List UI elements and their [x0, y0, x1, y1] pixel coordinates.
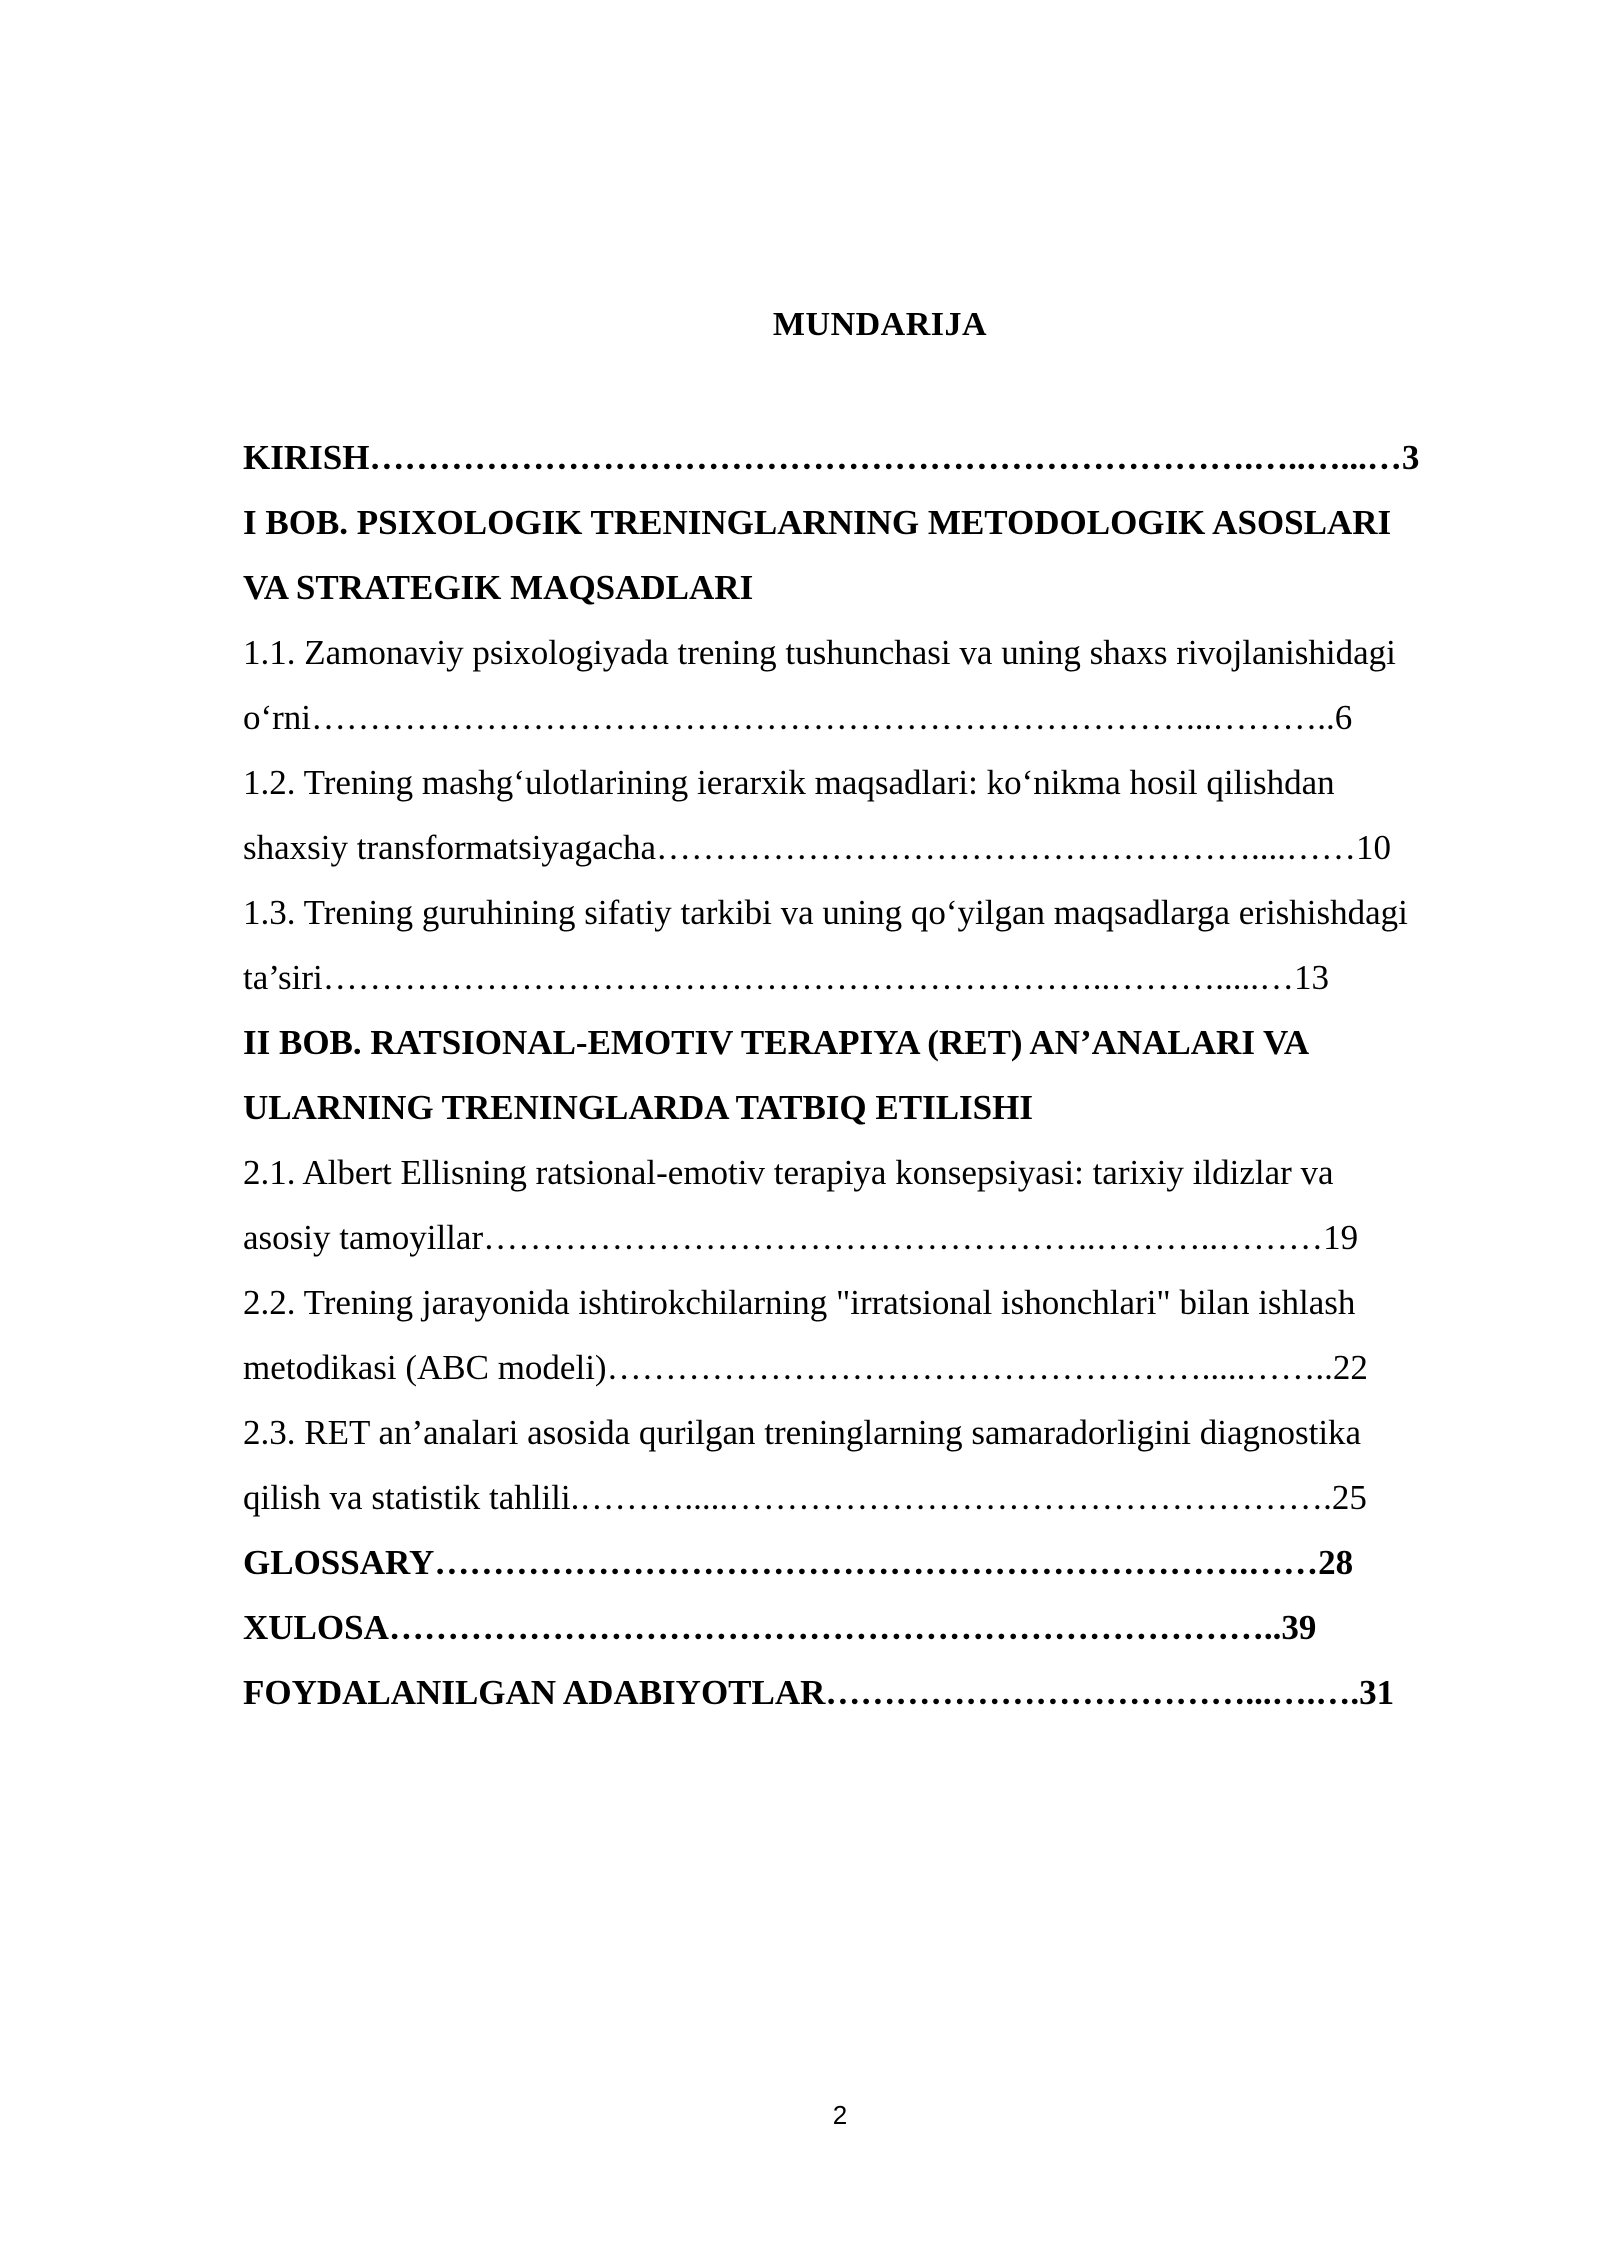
toc-chapter-1-title-line-1[interactable]: I BOB. PSIXOLOGIK TRENINGLARNING METODOLOGIK ASOSLARI — [243, 503, 1392, 542]
toc-entry-1-3-line-1[interactable]: 1.3. Trening guruhining sifatiy tarkibi va uning qo‘yilgan maqsadlarga erishishdagi — [243, 893, 1408, 932]
toc-entry-1-2-line-2[interactable]: shaxsiy transformatsiyagacha……………………………………………....……10 — [243, 828, 1392, 867]
page-title: MUNDARIJA — [772, 306, 988, 343]
toc-entry-xulosa[interactable]: XULOSA…………………………………………………………………..39 — [243, 1608, 1317, 1647]
toc-entry-2-1-line-1[interactable]: 2.1. Albert Ellisning ratsional-emotiv terapiya konsepsiyasi: tarixiy ildizlar va — [243, 1153, 1334, 1192]
toc-entry-2-2-line-1[interactable]: 2.2. Trening jarayonida ishtirokchilarning "irratsional ishonchlari" bilan ishlash — [243, 1283, 1356, 1322]
toc-entry-kirish[interactable]: KIRISH………………………………………………………………….…..…...…3 — [243, 438, 1420, 477]
toc-chapter-2-title-line-1[interactable]: II BOB. RATSIONAL-EMOTIV TERAPIYA (RET) AN’ANALARI VA — [243, 1023, 1310, 1062]
toc-chapter-1-title-line-2[interactable]: VA STRATEGIK MAQSADLARI — [243, 568, 754, 607]
toc-entry-1-2-line-1[interactable]: 1.2. Trening mashg‘ulotlarining ierarxik maqsadlari: ko‘nikma hosil qilishdan — [243, 763, 1335, 802]
table-of-contents — [243, 425, 1513, 1725]
toc-entry-adabiyotlar[interactable]: FOYDALANILGAN ADABIYOTLAR………………………………...….….31 — [243, 1673, 1395, 1712]
page-number: 2 — [832, 2100, 848, 2130]
toc-entry-2-3-line-1[interactable]: 2.3. RET an’analari asosida qurilgan treninglarning samaradorligini diagnostika — [243, 1413, 1362, 1452]
toc-entry-1-1-line-2[interactable]: o‘rni…………………………………………………………………...………..6 — [243, 698, 1353, 737]
toc-entry-2-3-line-2[interactable]: qilish va statistik tahlili.……….....…………………………………………….25 — [243, 1478, 1367, 1517]
toc-entry-1-3-line-2[interactable]: ta’siri…………………………………………………………..……….....…13 — [243, 958, 1329, 997]
toc-entry-glossary[interactable]: GLOSSARY…………………………………………………………….……28 — [243, 1543, 1354, 1582]
toc-entry-2-2-line-2[interactable]: metodikasi (ABC modeli)…………………………………………….....……..22 — [243, 1348, 1368, 1387]
toc-chapter-2-title-line-2[interactable]: ULARNING TRENINGLARDA TATBIQ ETILISHI — [243, 1088, 1033, 1127]
toc-entry-1-1-line-1[interactable]: 1.1. Zamonaviy psixologiyada trening tushunchasi va uning shaxs rivojlanishidagi — [243, 633, 1396, 672]
toc-entry-2-1-line-2[interactable]: asosiy tamoyillar……………………………………………..………..………19 — [243, 1218, 1359, 1257]
